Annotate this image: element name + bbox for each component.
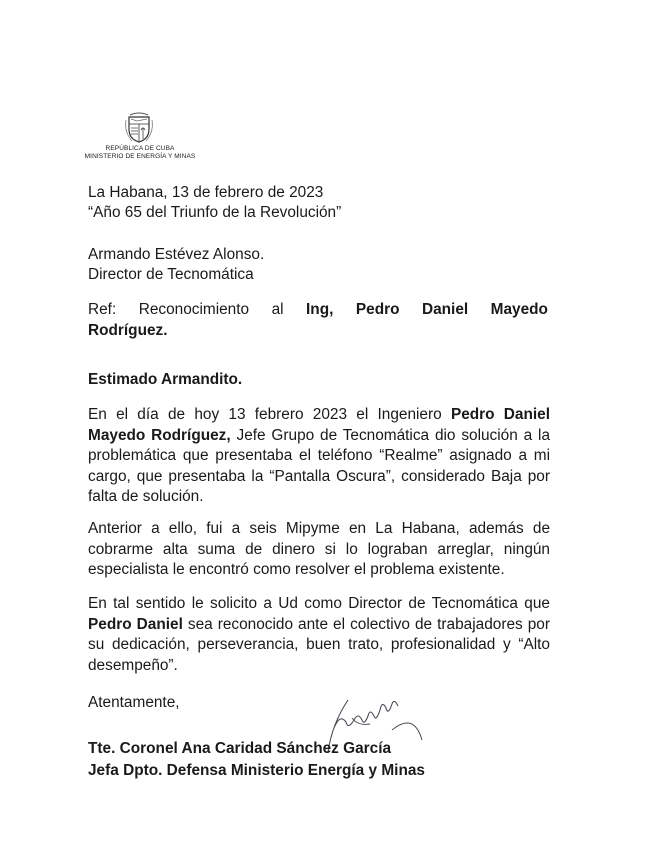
letterhead-ministry: MINISTERIO DE ENERGÍA Y MINAS bbox=[84, 153, 196, 160]
closing: Atentamente, bbox=[88, 694, 180, 711]
letterhead-country: REPÚBLICA DE CUBA bbox=[105, 145, 175, 152]
letterhead bbox=[82, 145, 198, 161]
reference-line bbox=[88, 300, 548, 320]
recipient-name: Armando Estévez Alonso. bbox=[88, 246, 265, 263]
date-line: La Habana, 13 de febrero de 2023 bbox=[88, 184, 324, 201]
paragraph-2: Anterior a ello, fui a seis Mipyme en La Habana, además de cobrarme alta suma de dinero si lo lograban arreglar, ningún especialista le encontró como resolver el problema existente. bbox=[88, 520, 550, 578]
recipient-title: Director de Tecnomática bbox=[88, 266, 254, 283]
signer-position: Jefa Dpto. Defensa Ministerio Energía y Minas bbox=[88, 762, 425, 779]
year-motto: “Año 65 del Triunfo de la Revolución” bbox=[88, 204, 342, 221]
salutation: Estimado Armandito. bbox=[88, 371, 243, 388]
signer-name: Tte. Coronel Ana Caridad Sánchez García bbox=[88, 740, 392, 757]
reference-word: Mayedo bbox=[490, 301, 548, 318]
reference-word: Pedro bbox=[355, 301, 400, 318]
reference-word: Reconocimiento bbox=[138, 301, 250, 318]
paragraph-3 bbox=[88, 594, 550, 676]
paragraph-1-name: Pedro Daniel Mayedo Rodríguez, bbox=[88, 406, 550, 444]
paragraph-3-lead: En tal sentido le solicito a Ud como Director de Tecnomática que bbox=[88, 595, 550, 612]
paragraph-1-rest: Jefe Grupo de Tecnomática dio solución a la problemática que presentaba el teléfono “Realme” asignado a mi cargo, que presentaba la “Pantalla Oscura”, considerado Baja por falta de solución. bbox=[88, 426, 550, 505]
paragraph-1-lead: En el día de hoy 13 febrero 2023 el Ingeniero bbox=[88, 406, 451, 423]
paragraph-1 bbox=[88, 405, 550, 508]
reference-word: Ing, bbox=[306, 301, 334, 318]
reference-word: Daniel bbox=[421, 301, 469, 318]
paragraph-3-rest: sea reconocido ante el colectivo de trabajadores por su dedicación, perseverancia, buen trato, profesionalidad y “Alto desempeño”. bbox=[88, 615, 550, 674]
reference-label: Ref: bbox=[88, 301, 117, 318]
coat-of-arms-icon bbox=[122, 112, 156, 144]
paragraph-3-name: Pedro Daniel bbox=[88, 615, 183, 633]
reference-word: al bbox=[271, 301, 284, 318]
reference-continuation: Rodríguez. bbox=[88, 322, 168, 339]
